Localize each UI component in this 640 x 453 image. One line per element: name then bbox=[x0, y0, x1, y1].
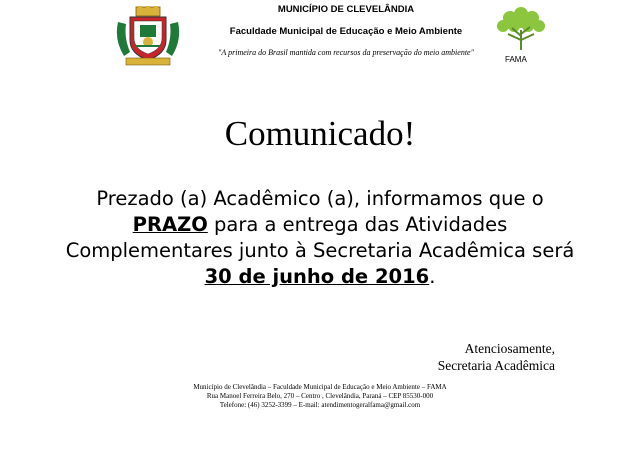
signer: Secretaria Acadêmica bbox=[437, 358, 555, 373]
footer-line-2: Rua Manoel Ferreira Belo, 270 – Centro , Clevelândia, Paraná – CEP 85530-000 bbox=[206, 392, 434, 400]
notice-title: Comunicado! bbox=[224, 114, 416, 153]
footer bbox=[0, 383, 640, 410]
municipal-crest-logo bbox=[112, 6, 184, 68]
deadline-keyword: PRAZO bbox=[132, 213, 208, 236]
notice-text-1: Prezado (a) Acadêmico (a), informamos que o bbox=[96, 187, 544, 210]
notice-text-3: . bbox=[429, 265, 436, 288]
signature-block bbox=[438, 340, 555, 374]
notice-body bbox=[60, 186, 580, 290]
closing: Atenciosamente, bbox=[464, 341, 555, 356]
footer-line-3: Telefone: (46) 3252-3399 – E-mail: atendimentogeralfama@gmail.com bbox=[219, 401, 421, 409]
footer-line-1: Município de Clevelândia – Faculdade Municipal de Educação e Meio Ambiente – FAMA bbox=[193, 383, 447, 391]
deadline-date: 30 de junho de 2016 bbox=[204, 265, 430, 288]
letterhead bbox=[196, 4, 496, 57]
motto: "A primeira do Brasil mantida com recursos da preservação do meio ambiente" bbox=[218, 48, 474, 57]
faculty-name: Faculdade Municipal de Educação e Meio Ambiente bbox=[229, 26, 463, 37]
notice-text-2: para a entrega das Atividades Complementares junto à Secretaria Acadêmica será bbox=[65, 213, 575, 262]
fama-tree-logo bbox=[492, 4, 550, 52]
municipality-name: MUNICÍPIO DE CLEVELÂNDIA bbox=[277, 4, 415, 15]
fama-logo-label: FAMA bbox=[505, 55, 527, 64]
